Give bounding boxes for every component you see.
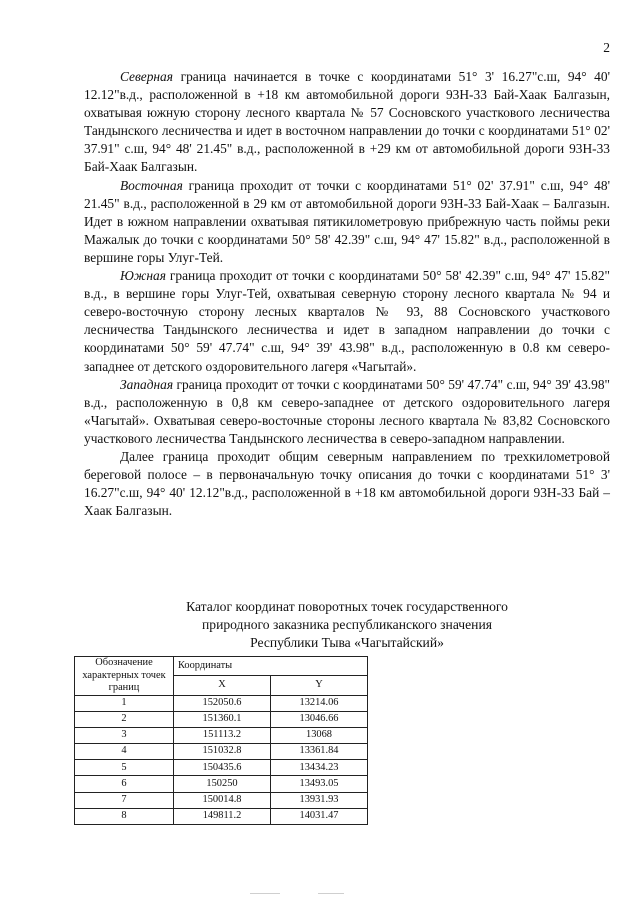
paragraph-north-boundary [84, 68, 610, 177]
paragraph-text: граница проходит от точки с координатами 51° 02' 37.91" с.ш, 94° 48' 21.45" в.д., расположенной в 29 км от автомобильной дороги 93Н-33 Бай-Хаак – Балгазын. Идет в южном направлении охватывая пятикилометровую прибрежную часть поймы реки Мажалык до точки с координатами 50° 58' 42.39" с.ш, 94° 47' 15.82" в.д., расположенной в вершине горы Улуг-Тей. [84, 177, 610, 265]
coord-y: 13214.06 [271, 695, 368, 711]
coord-x: 150014.8 [174, 792, 271, 808]
point-number: 3 [75, 727, 174, 743]
table-row [75, 744, 368, 760]
table-row [75, 792, 368, 808]
caption-line: природного заказника республиканского значения [202, 617, 492, 632]
point-number: 6 [75, 776, 174, 792]
boundary-description [84, 68, 610, 520]
scan-artifact [250, 893, 280, 894]
coord-y: 13046.66 [271, 711, 368, 727]
table-row [75, 727, 368, 743]
paragraph-lead: Северная [120, 69, 173, 84]
coord-x: 149811.2 [174, 808, 271, 824]
point-number: 7 [75, 792, 174, 808]
paragraph-text: граница начинается в точке с координатами 51° 3' 16.27"с.ш, 94° 40' 12.12"в.д., расположенной в +18 км автомобильной дороги 93Н-33 Бай-Хаак Балгазын, охватывая южную сторону лесного квартала № 57 Сосновского участкового лесничества Тандынского лесничества и идет в восточном направлении до точки с координатами 51° 02' 37.91" с.ш, 94° 48' 21.45" в.д., расположенной в +29 км от автомобильной дороги 93Н-33 Бай-Хаак Балгазын. [84, 69, 610, 175]
scan-artifact [318, 893, 344, 894]
paragraph-text: Далее граница проходит общим северным направлением по трехкилометровой береговой полосе – в первоначальную точку описания до точки с координатами 51° 3' 16.27"с.ш, 94° 40' 12.12"в.д., расположенной в +18 км автомобильной дороги 93Н-33 Бай – Хаак Балгазын. [84, 448, 610, 519]
caption-line: Каталог координат поворотных точек государственного [186, 599, 508, 614]
paragraph-east-boundary [84, 177, 610, 267]
point-number: 4 [75, 744, 174, 760]
table-caption [84, 598, 610, 652]
coord-x: 150435.6 [174, 760, 271, 776]
table-row [75, 711, 368, 727]
header-designation: Обозначение характерных точек границ [75, 657, 174, 696]
paragraph-lead: Южная [120, 268, 166, 284]
coord-x: 151032.8 [174, 744, 271, 760]
coord-x: 152050.6 [174, 695, 271, 711]
coord-y: 14031.47 [271, 808, 368, 824]
paragraph-text: граница проходит от точки с координатами 50° 59' 47.74" с.ш, 94° 39' 43.98" в.д., расположенную в 0,8 км северо-западнее от детского оздоровительного лагеря «Чагытай». Охватывая северо-восточные стороны лесного квартала № 83,82 Сосновского участкового лесничества Тандынского лесничества в северо-западном направлении. [84, 376, 610, 446]
coord-x: 151360.1 [174, 711, 271, 727]
table-row [75, 695, 368, 711]
page-number: 2 [603, 40, 610, 55]
coord-y: 13068 [271, 727, 368, 743]
paragraph-closing [84, 448, 610, 520]
coord-y: 13434.23 [271, 760, 368, 776]
caption-line: Республики Тыва «Чагытайский» [250, 635, 444, 650]
coord-y: 13931.93 [271, 792, 368, 808]
point-number: 5 [75, 760, 174, 776]
header-y: Y [271, 676, 368, 695]
coord-y: 13361.84 [271, 744, 368, 760]
table-row [75, 760, 368, 776]
coord-y: 13493.05 [271, 776, 368, 792]
header-coordinates: Координаты [174, 657, 368, 676]
coordinates-table [74, 656, 368, 825]
coord-x: 151113.2 [174, 727, 271, 743]
paragraph-south-boundary [84, 267, 610, 376]
table-row [75, 808, 368, 824]
header-x: X [174, 676, 271, 695]
coord-x: 150250 [174, 776, 271, 792]
paragraph-lead: Восточная [120, 177, 183, 193]
paragraph-lead: Западная [120, 376, 174, 392]
table-row [75, 776, 368, 792]
paragraph-west-boundary [84, 376, 610, 448]
paragraph-text: граница проходит от точки с координатами 50° 58' 42.39" с.ш, 94° 47' 15.82" в.д., в вершине горы Улуг-Тей, охватывая северную сторону лесного квартала № 94 и северо-восточную сторону лесных кварталов № 93, 88 Сосновского участкового лесничества Тандынского лесничества и идет в западном направлении до точки с координатами 50° 59' 47.74" с.ш, 94° 39' 43.98" в.д., расположенную в 0.8 км северо-западнее от детского оздоровительного лагеря «Чагытай». [84, 268, 610, 374]
point-number: 1 [75, 695, 174, 711]
point-number: 2 [75, 711, 174, 727]
point-number: 8 [75, 808, 174, 824]
